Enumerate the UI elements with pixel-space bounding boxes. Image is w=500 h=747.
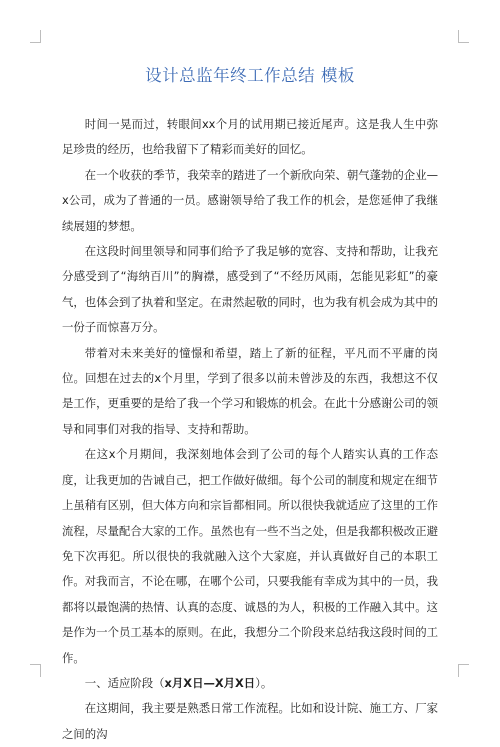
paragraph-1: 时间一晃而过，转眼间xx个月的试用期已接近尾声。这是我人生中弥足珍贵的经历，也给我留下了精彩而美好的回忆。 xyxy=(62,117,438,157)
paragraph-6: 在这期间，我主要是熟悉日常工作流程。比如和设计院、施工方、厂家之间的沟 xyxy=(62,701,438,741)
paragraph-2: 在一个收获的季节，我荣幸的踏进了一个新欣向荣、朝气蓬勃的企业—x公司，成为了普通的一员。感谢领导给了我工作的机会，是您延伸了我继续展翅的梦想。 xyxy=(62,167,438,233)
crop-mark-top-left xyxy=(30,30,41,43)
section-heading-prefix: 一、适应阶段（ xyxy=(84,675,165,690)
crop-mark-bottom-right xyxy=(458,664,469,677)
section-heading-suffix: ）。 xyxy=(255,675,273,690)
document-title: 设计总监年终工作总结 模板 xyxy=(145,66,355,85)
paragraph-5: 在这x个月期间，我深刻地体会到了公司的每个人踏实认真的工作态度，让我更加的告诫自己，把工作做好做细。每个公司的制度和规定在细节上虽稍有区别，但大体方向和宗旨都相同。所以很快我就适应了这里的工作流程，尽量配合大家的工作。虽然也有一些不当之处，但是我都积极改正避免下次再犯。所以很快的我就融入这个大家庭，并认真做好自己的本职工作。对我而言，不论在哪，在哪个公司，只要我能有幸成为其中的一员，我都将以最饱满的热情、认真的态度、诚恳的为人，积极的工作融入其中。这是作为一个员工基本的原则。在此，我想分二个阶段来总结我这段时间的工作。 xyxy=(62,447,438,665)
section-heading xyxy=(62,671,438,696)
paragraph-3: 在这段时间里领导和同事们给予了我足够的宽容、支持和帮助，让我充分感受到了“海纳百川”的胸襟，感受到了“不经历风雨，怎能见彩虹”的豪气，也体会到了执着和坚定。在肃然起敬的同时，也为我有机会成为其中的一份子而惊喜万分。 xyxy=(62,244,438,335)
paragraph-4: 带着对未来美好的憧憬和希望，踏上了新的征程，平凡而不平庸的岗位。回想在过去的x个月里，学到了很多以前未曾涉及的东西，我想这不仅是工作，更重要的是给了我一个学习和锻炼的机会。在此十分感谢公司的领导和同事们对我的指导、支持和帮助。 xyxy=(62,345,438,436)
crop-mark-bottom-left xyxy=(30,664,41,677)
document-page xyxy=(62,62,438,747)
crop-mark-top-right xyxy=(458,30,469,43)
section-heading-dates: x月X日—X月X日 xyxy=(164,675,256,690)
